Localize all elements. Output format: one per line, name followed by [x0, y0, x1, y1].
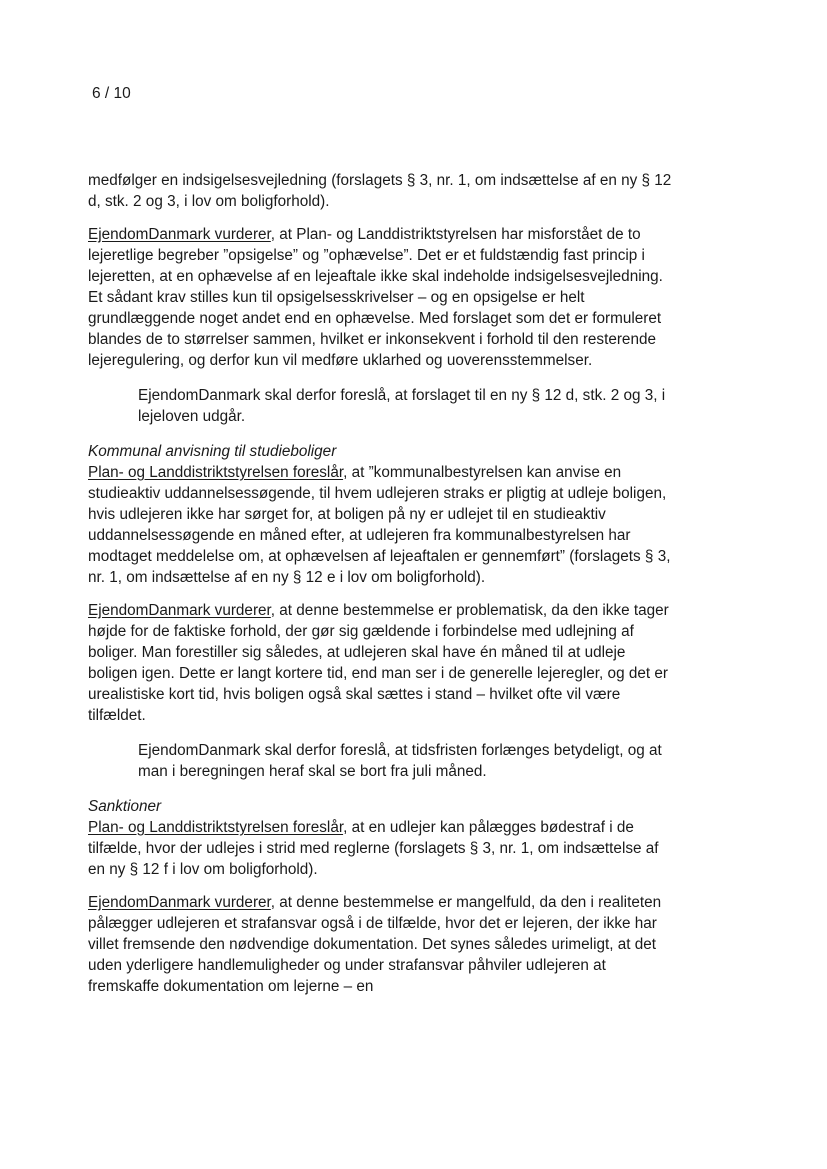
section-heading-sanktioner: Sanktioner: [88, 798, 162, 815]
paragraph-text: , at Plan- og Landdistriktstyrelsen har misforstået de to lejeretlige begreber ”opsigelse” og ”ophævelse”. Det er et fuldstændig fast princip i lejeretten, at en ophævelse af en lejeaftale ikke skal indeholde indsigelsesvejledning. Et sådant krav stilles kun til opsigelsesskrivelser – og en opsigelse er helt grundlæggende noget andet end en ophævelse. Med forslaget som det er formuleret blandes de to størrelser sammen, hvilket er inkonsekvent i forhold til den resterende lejeregulering, og derfor kun vil medføre uklarhed og uoverensstemmelser.: [88, 226, 663, 369]
underlined-lead: EjendomDanmark vurderer: [88, 602, 271, 619]
paragraph-text: , at en udlejer kan pålægges bødestraf i de tilfælde, hvor der udlejes i strid med reglerne (forslagets § 3, nr. 1, om indsættelse af en ny § 12 f i lov om boligforhold).: [88, 819, 659, 878]
paragraph-proposal-studieboliger: [88, 462, 678, 588]
paragraph-text: medfølger en indsigelsesvejledning (forslagets § 3, nr. 1, om indsættelse af en ny § 12 d, stk. 2 og 3, i lov om boligforhold).: [88, 172, 672, 210]
underlined-lead: EjendomDanmark vurderer: [88, 226, 271, 243]
underlined-lead: Plan- og Landdistriktstyrelsen foreslår: [88, 464, 344, 481]
page-number: 6 / 10: [92, 85, 131, 102]
paragraph-text: , at denne bestemmelse er mangelfuld, da den i realiteten pålægger udlejeren et strafansvar også i de tilfælde, hvor det er lejeren, der ikke har villet fremsende den nødvendige dokumentation. Det synes således urimeligt, at det uden yderligere handlemuligheder og under strafansvar påhviler udlejeren at fremskaffe dokumentation om lejerne – en: [88, 894, 662, 995]
paragraph-text: , at denne bestemmelse er problematisk, da den ikke tager højde for de faktiske forhold, der gør sig gældende i forbindelse med udlejning af boliger. Man forestiller sig således, at udlejeren skal have én måned til at udleje boligen igen. Dette er langt kortere tid, end man ser i de generelle lejeregler, og det er urealistiske kort tid, hvis boligen også skal sættes i stand – hvilket ofte vil være tilfældet.: [88, 602, 669, 724]
paragraph-continuation: [88, 170, 678, 212]
paragraph-text: , at ”kommunalbestyrelsen kan anvise en studieaktiv uddannelsessøgende, til hvem udlejeren straks er pligtig at udleje boligen, hvis udlejeren ikke har sørget for, at boligen på ny er udlejet til en studieaktiv uddannelsessøgende en måned efter, at udlejeren fra kommunalbestyrelsen har modtaget meddelelse om, at ophævelsen af lejeaftalen er gennemført” (forslagets § 3, nr. 1, om indsættelse af en ny § 12 e i lov om boligforhold).: [88, 464, 671, 586]
paragraph-text: EjendomDanmark skal derfor foreslå, at tidsfristen forlænges betydeligt, og at man i beregningen heraf skal se bort fra juli måned.: [138, 742, 662, 780]
underlined-lead: Plan- og Landdistriktstyrelsen foreslår: [88, 819, 344, 836]
paragraph-proposal-sanktioner: [88, 817, 678, 880]
document-body: [88, 170, 678, 1009]
paragraph-assessment-opsigelse: [88, 224, 678, 371]
underlined-lead: EjendomDanmark vurderer: [88, 894, 271, 911]
section-heading-studieboliger: Kommunal anvisning til studieboliger: [88, 443, 337, 460]
indented-recommendation: [138, 385, 678, 427]
indented-recommendation: [138, 740, 678, 782]
paragraph-text: EjendomDanmark skal derfor foreslå, at forslaget til en ny § 12 d, stk. 2 og 3, i lejeloven udgår.: [138, 387, 666, 425]
paragraph-assessment-studieboliger: [88, 600, 678, 726]
paragraph-assessment-sanktioner: [88, 892, 678, 997]
